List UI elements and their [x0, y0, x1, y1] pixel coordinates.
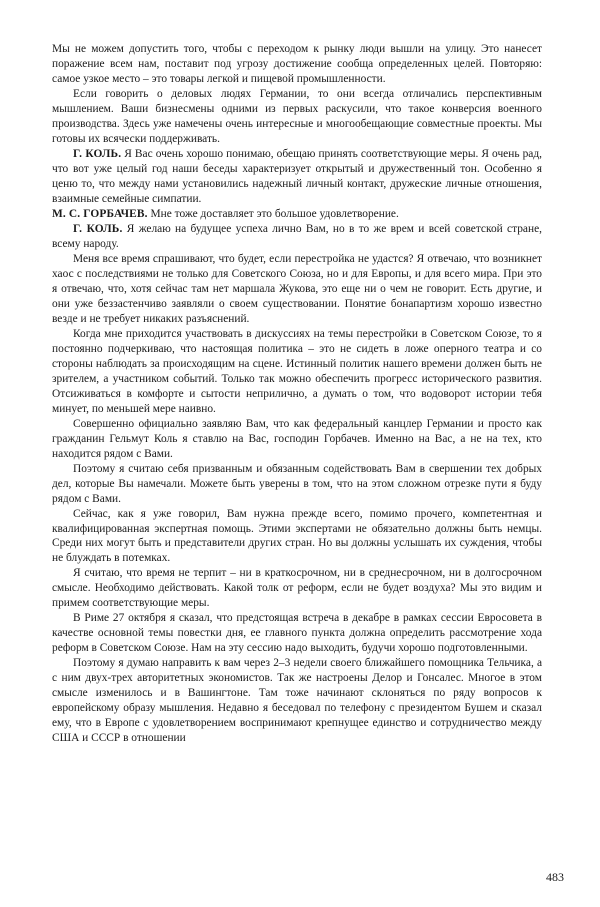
paragraph-text: Мне тоже доставляет это большое удовлетворение. — [150, 207, 399, 220]
paragraph-text: Когда мне приходится участвовать в дискуссиях на темы перестройки в Советском Союзе, то я постоянно подчеркиваю, что настоящая политика – это не сидеть в ложе оперного театра и со стороны наблюдать за происходящим на сцене. Истинный политик нашего времени должен быть не зрителем, а участником событий. Только так можно обеспечить прогресс исторического развития. Отсиживаться в комфорте и сытости неприлично, а думать о том, что водоворот истории тебя минует, по меньшей мере наивно. — [52, 327, 542, 415]
page-number: 483 — [546, 870, 564, 884]
paragraph — [52, 222, 542, 252]
paragraph-text: Меня все время спрашивают, что будет, если перестройка не удастся? Я отвечаю, что возникнет хаос с последствиями не только для Советского Союза, но и для Европы, и для всего мира. При это я отвечаю, что, хотя сейчас там нет маршала Жукова, это еще ни о чем не говорит. Есть другие, и они уже беззастенчиво заявляли о своем существовании. Понятие бонапартизм хорошо известно везде и не требует никаких разъяснений. — [52, 252, 542, 325]
paragraph — [52, 87, 542, 147]
paragraph-text: Поэтому я думаю направить к вам через 2–3 недели своего ближайшего помощника Тельчика, а с ним двух-трех авторитетных экономистов. Так же настроены Делор и Гонсалес. Многое в этом смысле изменилось и в Вашингтоне. Там тоже начинают склоняться по ряду вопросов к европейскому образу мышления. Недавно я беседовал по телефону с президентом Бушем и сказал ему, что в Европе с удовлетворением воспринимают крепнущее единство и сотрудничество между США и СССР в отношении — [52, 657, 542, 745]
paragraph-text: В Риме 27 октября я сказал, что предстоящая встреча в декабре в рамках сессии Евросовета в качестве основной темы повестки дня, ее главного пункта должна определить рассмотрение хода реформ в Советском Союзе. Нам на эту сессию надо выходить, будучи хорошо подготовленными. — [52, 612, 542, 655]
paragraph-text: Я желаю на будущее успеха лично Вам, но в то же врем и всей советской стране, всему народу. — [52, 222, 542, 250]
paragraph — [52, 656, 542, 746]
paragraph-text: Если говорить о деловых людях Германии, то они всегда отличались перспективным мышлением. Ваши бизнесмены одними из первых раскусили, что такое конверсия военного производства. Здесь уже намечены очень интересные и многообещающие совместные проекты. Мы готовы их всячески поддерживать. — [52, 87, 542, 145]
speaker-label: М. С. ГОРБАЧЕВ. — [52, 207, 148, 220]
paragraph — [52, 507, 542, 567]
paragraph-text: Я считаю, что время не терпит – ни в краткосрочном, ни в среднесрочном, ни в долгосрочном смысле. Необходимо действовать. Какой толк от реформ, если не будет воздуха? Мы это видим и примем соответствующие меры. — [52, 567, 542, 610]
paragraph — [52, 147, 542, 207]
paragraph — [52, 207, 542, 222]
paragraph — [52, 417, 542, 462]
paragraph — [52, 42, 542, 87]
paragraph-text: Совершенно официально заявляю Вам, что как федеральный канцлер Германии и просто как гражданин Гельмут Коль я ставлю на Вас, господин Горбачев. Именно на Вас, а не на тех, кто находится рядом с Вами. — [52, 417, 542, 460]
paragraph-text: Мы не можем допустить того, чтобы с переходом к рынку люди вышли на улицу. Это нанесет поражение всем нам, поставит под угрозу достижение сообща определенных целей. Повторяю: самое узкое место – это товары легкой и пищевой промышленности. — [52, 43, 542, 85]
paragraph — [52, 566, 542, 611]
speaker-label: Г. КОЛЬ. — [73, 222, 123, 235]
paragraph — [52, 252, 542, 327]
paragraph — [52, 327, 542, 417]
paragraph-text: Поэтому я считаю себя призванным и обязанным содействовать Вам в свершении тех добрых дел, которые Вы намечали. Можете быть уверены в том, что на этом сложном отрезке пути я буду рядом с Вами. — [52, 462, 542, 505]
speaker-label: Г. КОЛЬ. — [73, 147, 122, 160]
paragraph — [52, 611, 542, 656]
document-body — [52, 42, 542, 746]
paragraph — [52, 462, 542, 507]
paragraph-text: Я Вас очень хорошо понимаю, обещаю принять соответствующие меры. Я очень рад, что вот уже целый год наши беседы характеризует открытый и дружественный тон. Особенно я ценю то, что между нами установились надежный личный контакт, дружеские личные отношения, взаимные семейные симпатии. — [52, 147, 542, 205]
paragraph-text: Сейчас, как я уже говорил, Вам нужна прежде всего, помимо прочего, компетентная и квалифицированная экспертная помощь. Этими экспертами не обязательно должны быть немцы. Среди них могут быть и представители других стран. Но вы должны услышать их суждения, чтобы не блуждать в потемках. — [52, 507, 542, 565]
